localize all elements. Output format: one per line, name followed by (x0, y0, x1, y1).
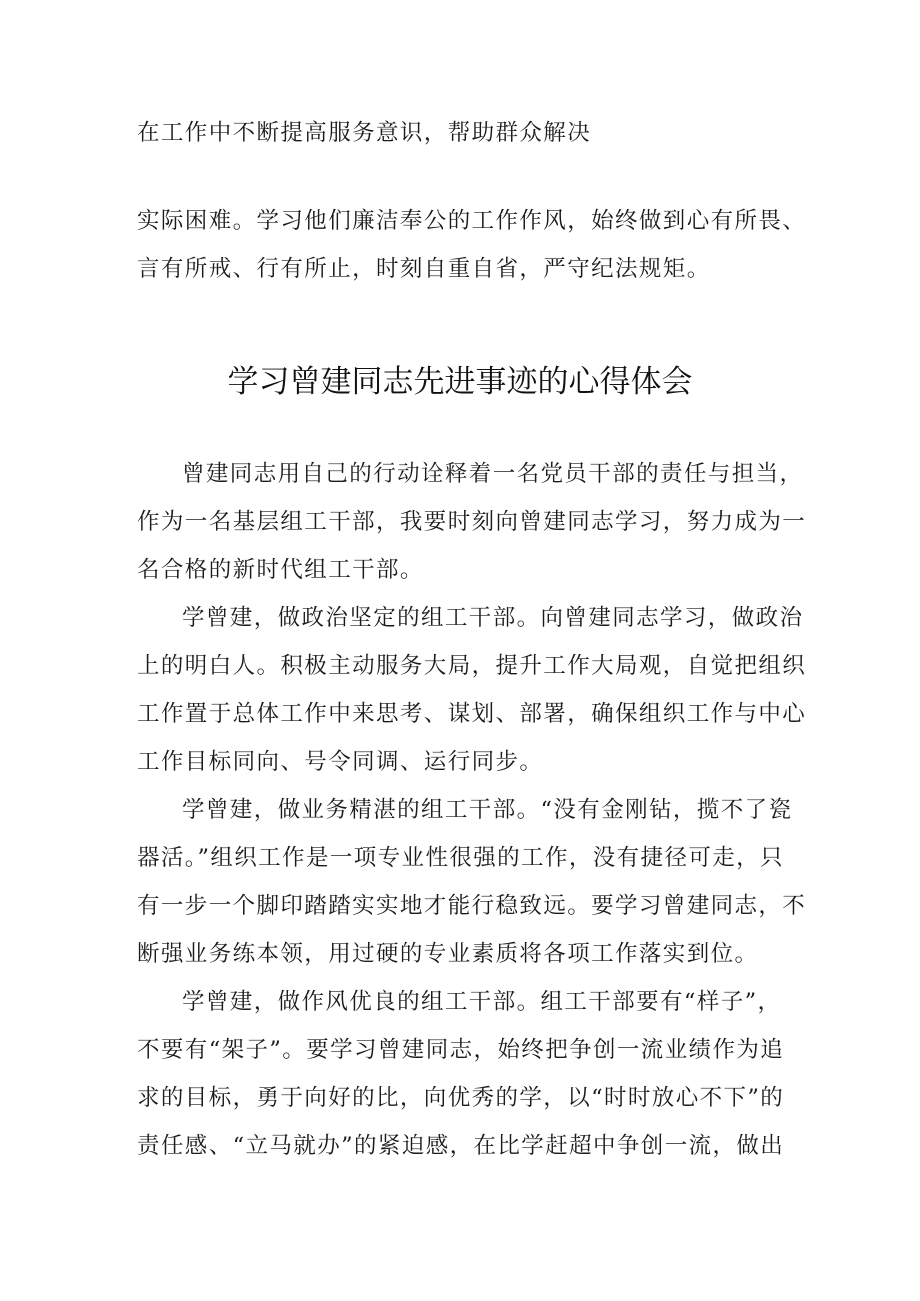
body-line: 曾建同志用自己的行动诠释着一名党员干部的责任与担当， (182, 461, 804, 487)
body-line: 名合格的新时代组工干部。 (137, 557, 424, 583)
body-line: 学曾建，做政治坚定的组工干部。向曾建同志学习，做政治 (182, 605, 804, 631)
fragment-line: 言有所戒、行有所止，时刻自重自省，严守纪法规矩。 (137, 256, 711, 282)
body-line: 作为一名基层组工干部，我要时刻向曾建同志学习，努力成为一 (137, 509, 807, 535)
fragment-line: 实际困难。学习他们廉洁奉公的工作作风，始终做到心有所畏、 (137, 208, 807, 234)
body-line: 有一步一个脚印踏踏实实地才能行稳致远。要学习曾建同志，不 (137, 893, 807, 919)
body-line: 学曾建，做作风优良的组工干部。组工干部要有“样子”， (182, 989, 782, 1015)
article-title: 学习曾建同志先进事迹的心得体会 (227, 364, 693, 400)
body-line: 工作置于总体工作中来思考、谋划、部署，确保组织工作与中心 (137, 701, 807, 727)
body-line: 上的明白人。积极主动服务大局，提升工作大局观，自觉把组织 (137, 653, 807, 679)
fragment-line: 在工作中不断提高服务意识，帮助群众解决 (137, 120, 592, 146)
body-line: 学曾建，做业务精湛的组工干部。“没有金刚钻，揽不了瓷 (182, 797, 793, 823)
body-line: 不要有“架子”。要学习曾建同志，始终把争创一流业绩作为追 (137, 1037, 785, 1063)
body-line: 求的目标，勇于向好的比，向优秀的学，以“时时放心不下”的 (137, 1085, 785, 1111)
body-line: 器活。”组织工作是一项专业性很强的工作，没有捷径可走，只 (137, 845, 784, 871)
body-line: 断强业务练本领，用过硬的专业素质将各项工作落实到位。 (137, 941, 759, 967)
body-line: 责任感、“立马就办”的紧迫感，在比学赶超中争创一流，做出 (137, 1133, 785, 1159)
body-line: 工作目标同向、号令同调、运行同步。 (137, 749, 544, 775)
